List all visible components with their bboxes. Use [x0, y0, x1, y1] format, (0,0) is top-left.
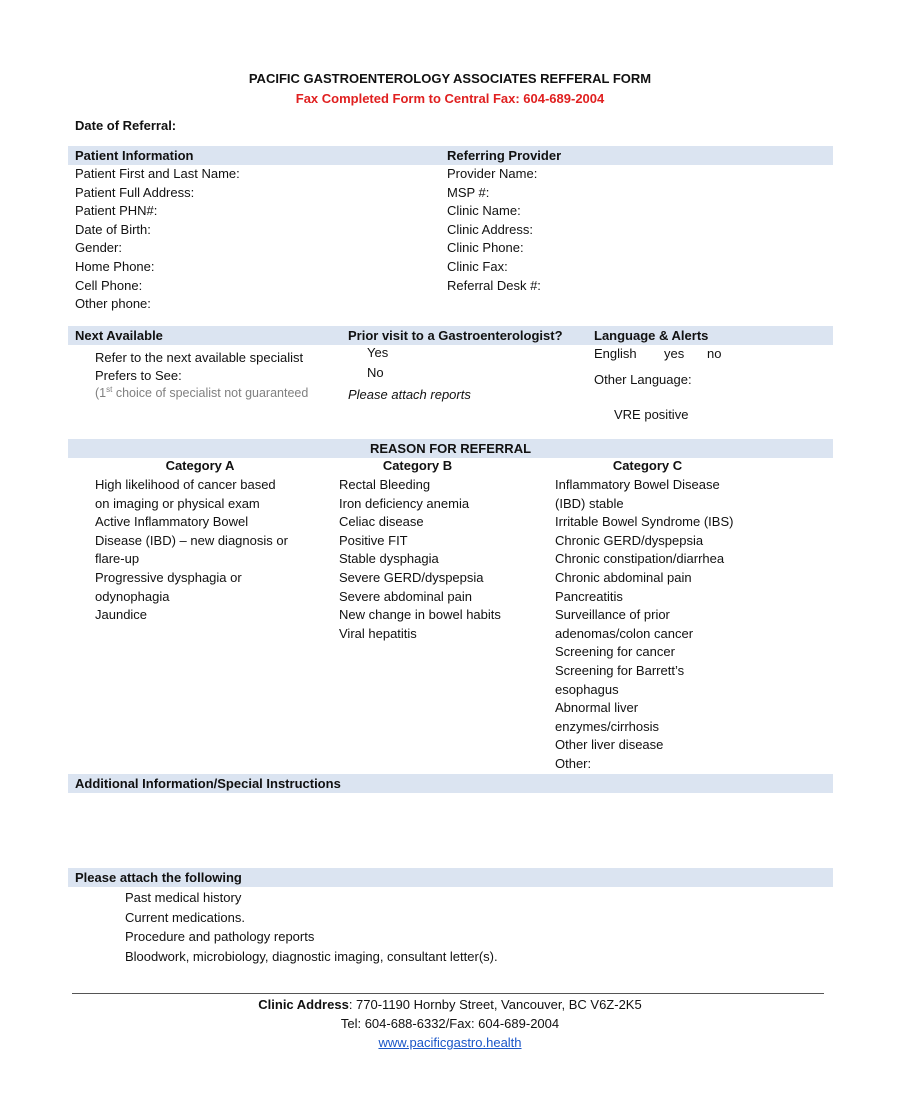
option-next-available[interactable]: Refer to the next available specialist — [95, 350, 304, 365]
option-prefers-to-see[interactable]: Prefers to See: — [95, 368, 182, 383]
category-a-item[interactable]: Progressive dysphagia or — [95, 569, 242, 585]
address-text: : 770-1190 Hornby Street, Vancouver, BC V6Z-2K5 — [348, 997, 642, 1012]
category-a-item: on imaging or physical exam — [95, 495, 260, 511]
footer-website-row — [0, 1033, 900, 1053]
category-c-item[interactable]: Screening for cancer — [555, 644, 675, 660]
attach-item: Bloodwork, microbiology, diagnostic imaging, consultant letter(s). — [125, 948, 498, 964]
patient-fields — [75, 165, 240, 314]
patient-field-label: Home Phone: — [75, 258, 155, 274]
address-label: Clinic Address — [258, 997, 349, 1012]
reason-for-referral-heading: REASON FOR REFERRAL — [369, 441, 532, 456]
additional-info-area[interactable] — [68, 795, 833, 861]
other-language-label: Other Language: — [594, 372, 692, 387]
patient-field-label: Cell Phone: — [75, 277, 143, 293]
english-yes[interactable]: yes — [664, 346, 685, 361]
attach-item: Current medications. — [125, 909, 245, 925]
category-c-item[interactable]: Inflammatory Bowel Disease — [555, 477, 720, 492]
footer-phone: Tel: 604-688-6332/Fax: 604-689-2004 — [340, 1016, 560, 1031]
provider-field-label: Clinic Address: — [447, 221, 533, 237]
prior-visit-no[interactable]: No — [367, 365, 384, 380]
provider-field-label: Clinic Fax: — [447, 258, 508, 274]
date-of-referral-label: Date of Referral: — [75, 118, 177, 133]
category-b-title: Category B — [382, 458, 453, 473]
category-b-item[interactable]: Rectal Bleeding — [339, 477, 431, 492]
english-no[interactable]: no — [707, 346, 722, 361]
provider-field-label: Clinic Name: — [447, 203, 521, 219]
note-suffix: choice of specialist not guaranteed — [112, 386, 309, 400]
note-prefix: (1 — [95, 386, 107, 400]
category-c-item: (IBD) stable — [555, 495, 624, 511]
category-a-item: Disease (IBD) – new diagnosis or — [95, 532, 288, 548]
category-c-title: Category C — [612, 458, 683, 473]
category-c-item[interactable]: Screening for Barrett’s — [555, 662, 685, 678]
category-a-item[interactable]: Active Inflammatory Bowel — [95, 514, 249, 530]
additional-info-heading: Additional Information/Special Instructions — [75, 776, 341, 791]
language-alerts-heading: Language & Alerts — [594, 328, 709, 343]
vre-positive-option[interactable]: VRE positive — [614, 407, 689, 422]
attach-item: Procedure and pathology reports — [125, 929, 315, 944]
patient-field-label: Patient First and Last Name: — [75, 166, 240, 181]
category-b-item[interactable]: Iron deficiency anemia — [339, 495, 470, 511]
note-superscript: st — [106, 385, 113, 394]
patient-info-heading: Patient Information — [75, 148, 194, 163]
category-c-list — [555, 476, 733, 774]
patient-field-label: Patient PHN#: — [75, 203, 158, 219]
category-b-list — [339, 476, 501, 643]
category-a-list — [95, 476, 288, 625]
category-c-item[interactable]: Pancreatitis — [555, 588, 623, 604]
referring-provider-heading: Referring Provider — [447, 148, 562, 163]
website-link[interactable]: www.pacificgastro.health — [378, 1035, 522, 1050]
provider-field-label: Referral Desk #: — [447, 277, 541, 293]
category-b-item[interactable]: Severe abdominal pain — [339, 588, 472, 604]
prior-visit-heading: Prior visit to a Gastroenterologist? — [348, 328, 563, 343]
category-c-item: enzymes/cirrhosis — [555, 718, 660, 734]
specialist-choice-note — [95, 386, 308, 400]
language-english: English — [594, 346, 637, 361]
provider-fields — [447, 165, 541, 295]
category-a-item[interactable]: Jaundice — [95, 607, 148, 623]
patient-field-label: Other phone: — [75, 296, 151, 312]
prior-visit-yes[interactable]: Yes — [367, 345, 389, 360]
category-c-item[interactable]: Abnormal liver — [555, 700, 639, 716]
category-b-item[interactable]: Stable dysphagia — [339, 551, 439, 567]
next-available-heading: Next Available — [75, 328, 163, 343]
category-b-item[interactable]: Celiac disease — [339, 514, 424, 530]
category-b-item[interactable]: New change in bowel habits — [339, 607, 501, 623]
category-c-item[interactable]: Surveillance of prior — [555, 607, 670, 623]
provider-field-label: Provider Name: — [447, 166, 538, 181]
attach-heading: Please attach the following — [75, 870, 242, 885]
category-c-item[interactable]: Other: — [555, 755, 592, 771]
category-c-item[interactable]: Chronic constipation/diarrhea — [555, 551, 725, 567]
footer-address — [0, 995, 900, 1015]
patient-field-label: Date of Birth: — [75, 221, 151, 237]
attach-reports-note: Please attach reports — [348, 387, 471, 402]
attach-item: Past medical history — [125, 890, 242, 905]
category-c-item: esophagus — [555, 681, 619, 697]
footer-divider — [72, 993, 824, 994]
patient-field-label: Gender: — [75, 240, 122, 256]
category-a-item[interactable]: High likelihood of cancer based — [95, 477, 276, 492]
patient-field-label: Patient Full Address: — [75, 184, 195, 200]
category-a-item: odynophagia — [95, 588, 170, 604]
attach-list — [125, 888, 498, 966]
category-a-item: flare-up — [95, 551, 140, 567]
category-c-item[interactable]: Irritable Bowel Syndrome (IBS) — [555, 514, 734, 530]
provider-field-label: Clinic Phone: — [447, 240, 524, 256]
form-title: PACIFIC GASTROENTEROLOGY ASSOCIATES REFFERAL FORM — [248, 71, 652, 86]
category-c-item[interactable]: Chronic abdominal pain — [555, 569, 692, 585]
category-b-item[interactable]: Viral hepatitis — [339, 625, 417, 641]
category-a-title: Category A — [165, 458, 235, 473]
fax-instruction: Fax Completed Form to Central Fax: 604-689-2004 — [295, 91, 605, 106]
category-c-item: adenomas/colon cancer — [555, 625, 694, 641]
provider-field-label: MSP #: — [447, 184, 490, 200]
category-b-item[interactable]: Severe GERD/dyspepsia — [339, 569, 484, 585]
category-b-item[interactable]: Positive FIT — [339, 532, 408, 548]
category-c-item[interactable]: Other liver disease — [555, 737, 664, 753]
category-c-item[interactable]: Chronic GERD/dyspepsia — [555, 532, 704, 548]
